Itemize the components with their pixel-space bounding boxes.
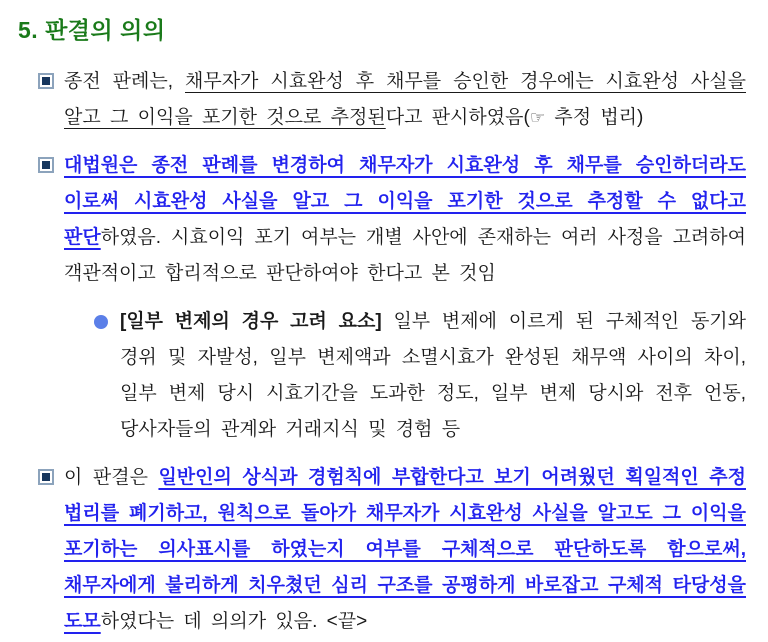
paragraph-judgment-significance (64, 460, 746, 640)
text-segment: 이 판결은 (64, 467, 159, 488)
text-segment: 하였다는 데 의의가 있음. <끝> (100, 611, 368, 632)
text-segment: 다고 판시하였음( (385, 107, 530, 128)
square-bullet-icon (38, 73, 54, 89)
text-segment: 종전 판례는, (64, 71, 185, 92)
paragraph-supreme-court-change (64, 148, 746, 292)
text-segment-blue-emphasis: 대법원은 종전 판례를 변경하여 채무자가 시효완성 후 채무를 승인하더라도 이로써 시효완성 사실을 알고 그 이익을 포기한 것으로 추정할 수 없다고 판단 (64, 155, 746, 248)
text-segment-blue-emphasis: 일반인의 상식과 경험칙에 부합한다고 보기 어려웠던 획일적인 추정 법리를 폐기하고, 원칙으로 돌아가 채무자가 시효완성 사실을 알고도 그 이익을 포기하는 의사표시를 하였는지 여부를 구체적으로 판단하도록 함으로써, 채무자에게 불리하게 치우쳤던 심리 구조를 공평하게 바로잡고 구체적 타당성을 도모 (64, 467, 746, 632)
text-segment: 추정 법리) (545, 107, 644, 128)
paragraph-old-precedent (64, 64, 746, 136)
circle-bullet-icon (94, 315, 108, 329)
text-segment: 하였음. 시효이익 포기 여부는 개별 사안에 존재하는 여러 사정을 고려하여 객관적이고 합리적으로 판단하여야 한다고 본 것임 (64, 227, 746, 284)
square-bullet-icon (38, 157, 54, 173)
text-segment-underlined: 채무자가 시효완성 후 채무를 승인한 경우에는 시효완성 사실을 알고 그 이익을 포기한 것으로 추정된 (64, 71, 746, 128)
pointing-hand-icon: ☞ (529, 108, 546, 127)
square-bullet-core (42, 161, 50, 169)
square-bullet-core (42, 77, 50, 85)
section-title: 5. 판결의 의의 (18, 17, 166, 43)
square-bullet-icon (38, 469, 54, 485)
paragraph-partial-repayment-factors (120, 304, 746, 448)
text-segment-bold-label: [일부 변제의 경우 고려 요소] (120, 311, 382, 332)
text-segment: 일부 변제에 이르게 된 구체적인 동기와 경위 및 자발성, 일부 변제액과 소멸시효가 완성된 채무액 사이의 차이, 일부 변제 당시 시효기간을 도과한 정도, 일부 변제 당시와 전후 언동, 당사자들의 관계와 거래지식 및 경험 등 (120, 311, 747, 440)
square-bullet-core (42, 473, 50, 481)
